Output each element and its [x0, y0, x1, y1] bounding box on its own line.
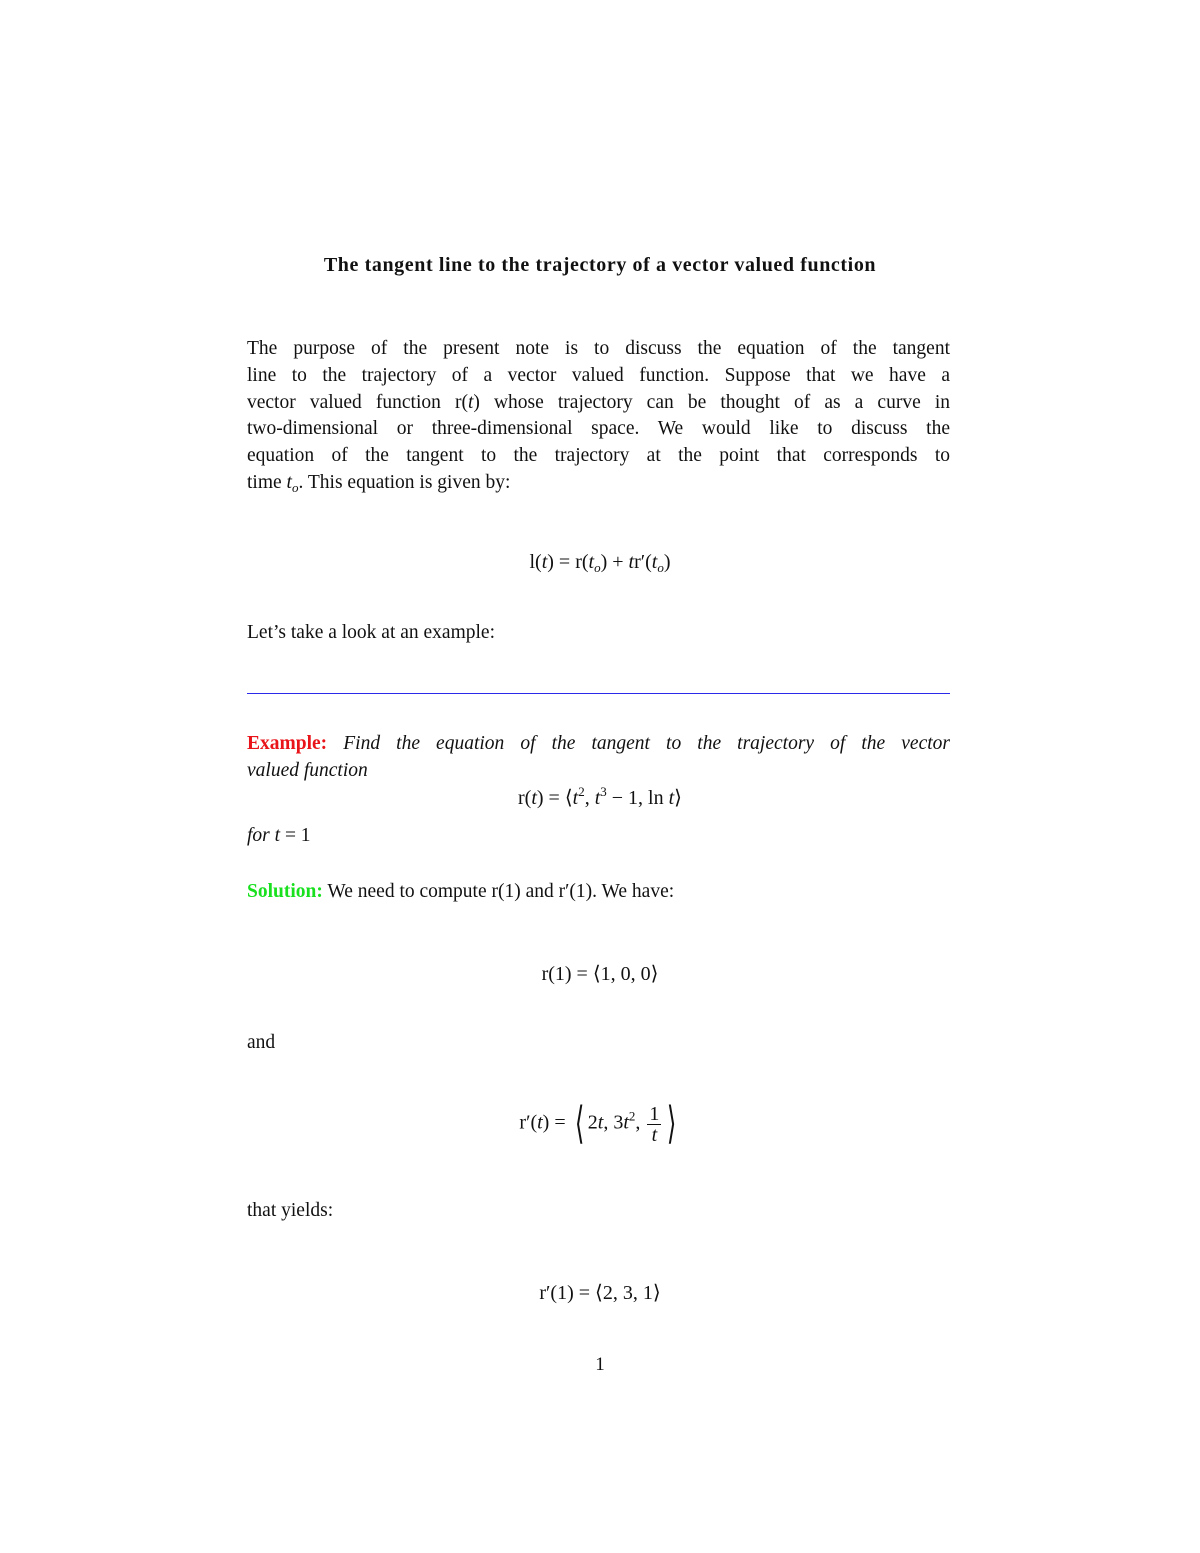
intro-line: two-dimensional or three-dimensional space. We would like to discuss the [247, 418, 950, 440]
r1-equation: r(1) = ⟨1, 0, 0⟩ [541, 963, 659, 985]
intro-line: time $t_o$. This equation is given by: [247, 471, 511, 495]
derivative-equation: r′(t) = ⟨ 2t, $3t^2$, $\frac{1}{t}$ ⟩ [519, 1099, 677, 1148]
example-block [247, 731, 950, 785]
solution-text: Solution: We need to compute r(1) and r′(1). We have: [247, 881, 675, 902]
example-line: valued function [247, 759, 368, 781]
tangent-line-equation: $l(t) = r(t_o) + tr'(t_o)$ [529, 551, 671, 575]
example-label: Example: [247, 733, 328, 754]
section-divider [247, 693, 950, 694]
intro-line: equation of the tangent to the trajectory at the point that corresponds to [247, 445, 950, 467]
example-line: Example: Find the equation of the tangent to the trajectory of the vector [247, 733, 950, 754]
for-t-text: for t = 1 [247, 825, 311, 846]
lets-look-text: Let’s take a look at an example: [247, 622, 495, 643]
intro-line: vector valued function r(t) whose trajectory can be thought of as a curve in [247, 391, 950, 413]
intro-paragraph [247, 336, 950, 502]
page-title: The tangent line to the trajectory of a vector valued function [323, 254, 877, 276]
that-yields-text: that yields: [247, 1200, 334, 1221]
vector-function-equation: $r(t) = ⟨t^2$, $t^3 - 1$, ln t⟩ [518, 784, 682, 809]
derivative-at-1-equation: r′(1) = ⟨2, 3, 1⟩ [539, 1282, 661, 1304]
solution-label: Solution: [247, 881, 323, 902]
and-text: and [247, 1032, 276, 1053]
page-number: 1 [595, 1354, 605, 1375]
intro-line: line to the trajectory of a vector valued function. Suppose that we have a [247, 364, 950, 386]
intro-line: The purpose of the present note is to discuss the equation of the tangent [247, 338, 950, 359]
fraction: $\frac{1}{t}$ [649, 1102, 660, 1146]
